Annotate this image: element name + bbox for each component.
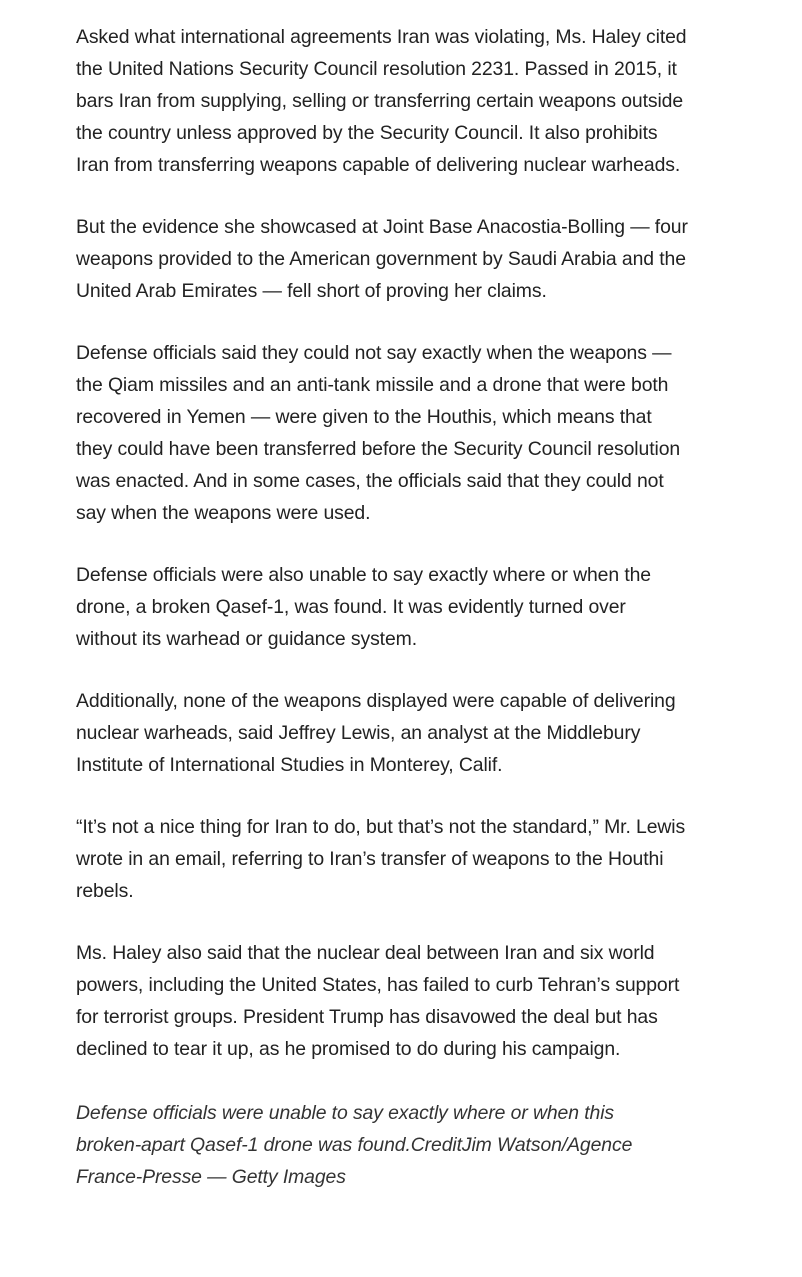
paragraph: Defense officials said they could not say exactly when the weapons — the Qiam missiles and an anti-tank missile and a drone that were both recovered in Yemen — were given to the Houthis, which means that they could have been transferred before the Security Council resolution was enacted. And in some cases, the officials said that they could not say when the weapons were used. <box>76 342 681 524</box>
image-caption: Defense officials were unable to say exactly where or when this broken-apart Qasef-1 drone was found.CreditJim Watson/Agence France-Presse — Getty Images <box>76 1102 633 1188</box>
paragraph: Defense officials were also unable to say exactly where or when the drone, a broken Qasef-1, was found. It was evidently turned over without its warhead or guidance system. <box>76 564 651 650</box>
paragraph: “It’s not a nice thing for Iran to do, but that’s not the standard,” Mr. Lewis wrote in an email, referring to Iran’s transfer of weapons to the Houthi rebels. <box>76 816 686 902</box>
paragraph: But the evidence she showcased at Joint Base Anacostia-Bolling — four weapons provided to the American government by Saudi Arabia and the United Arab Emirates — fell short of proving her claims. <box>76 216 688 302</box>
paragraph: Asked what international agreements Iran was violating, Ms. Haley cited the United Nations Security Council resolution 2231. Passed in 2015, it bars Iran from supplying, selling or transferring certain weapons outside the country unless approved by the Security Council. It also prohibits Iran from transferring weapons capable of delivering nuclear warheads. <box>76 26 687 176</box>
paragraph: Additionally, none of the weapons displayed were capable of delivering nuclear warheads, said Jeffrey Lewis, an analyst at the Middlebury Institute of International Studies in Monterey, Calif. <box>76 690 676 776</box>
paragraph: Ms. Haley also said that the nuclear deal between Iran and six world powers, including the United States, has failed to curb Tehran’s support for terrorist groups. President Trump has disavowed the deal but has declined to tear it up, as he promised to do during his campaign. <box>76 942 680 1060</box>
article-body <box>76 21 688 1223</box>
